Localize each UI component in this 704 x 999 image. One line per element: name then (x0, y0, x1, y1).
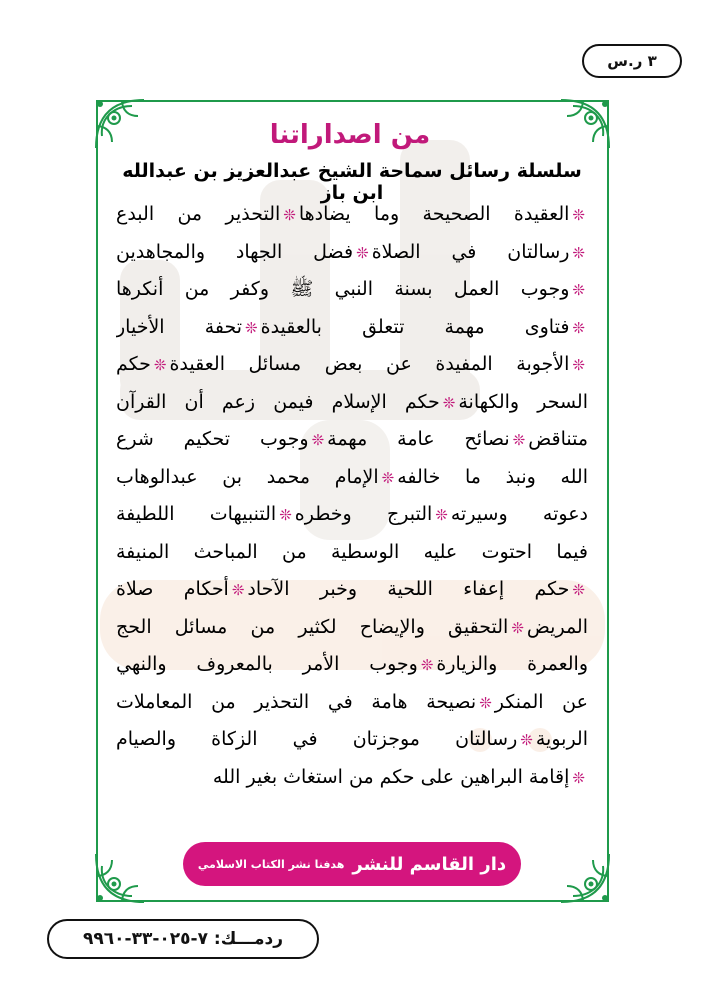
list-line (116, 234, 588, 272)
publication-title: تحفة الأخيار (116, 315, 243, 338)
publication-title: نصيحة هامة في التحذير من المعاملات (116, 690, 477, 713)
publication-title: التحذير من البدع (116, 203, 281, 225)
publication-title: الإمام محمد بن عبدالوهاب (116, 465, 379, 488)
publication-title: التحقيق والإيضاح لكثير من مسائل الحج (116, 615, 509, 638)
list-line (116, 646, 588, 684)
separator-star-icon: ❊ (572, 206, 585, 224)
publication-title: فيما احتوت عليه الوسطية من المباحث المنيفة (116, 540, 588, 563)
separator-star-icon: ❊ (231, 581, 245, 599)
publication-title: دعوته وسيرته (450, 503, 588, 525)
separator-star-icon: ❊ (520, 731, 533, 749)
list-line (116, 346, 588, 384)
publication-title: التبرج وخطره (294, 503, 433, 525)
publication-title: العقيدة الصحيحة وما يضادها (298, 203, 570, 225)
publication-title: السحر والكهانة (458, 390, 588, 413)
publication-title: والعمرة والزيارة (436, 653, 588, 675)
separator-star-icon: ❊ (479, 693, 492, 712)
publication-title: حكم (116, 353, 151, 375)
separator-star-icon: ❊ (572, 318, 585, 337)
corner-ornament-icon (92, 850, 148, 906)
separator-star-icon: ❊ (435, 506, 448, 524)
publication-title: وجوب الأمر بالمعروف والنهي (116, 653, 418, 675)
publication-title: فتاوى مهمة تتعلق بالعقيدة (260, 315, 570, 338)
separator-star-icon: ❊ (311, 431, 325, 449)
publication-title: أحكام صلاة (116, 578, 229, 600)
list-line (116, 271, 588, 309)
list-line (116, 684, 588, 722)
heading: من اصداراتنا (269, 120, 431, 150)
isbn-box (47, 919, 319, 959)
separator-star-icon: ❊ (572, 243, 585, 262)
publication-title: حكم الإسلام فيمن زعم أن القرآن (116, 390, 440, 413)
list-line (116, 759, 588, 797)
separator-star-icon: ❊ (572, 281, 585, 299)
separator-star-icon: ❊ (420, 656, 434, 674)
list-line (116, 496, 588, 534)
corner-ornament-icon (557, 96, 613, 152)
separator-star-icon: ❊ (511, 618, 524, 637)
separator-star-icon: ❊ (572, 356, 585, 374)
separator-star-icon: ❊ (245, 318, 258, 337)
separator-star-icon: ❊ (512, 431, 526, 449)
publication-title: إقامة البراهين على حكم من استغاث بغير الله (212, 765, 570, 788)
separator-star-icon: ❊ (572, 768, 585, 787)
separator-star-icon: ❊ (442, 393, 456, 412)
publication-title: فضل الجهاد والمجاهدين (116, 240, 354, 263)
publication-title: رسالتان في الصلاة (371, 240, 570, 263)
corner-ornament-icon (92, 96, 148, 152)
publication-title: الربوية (535, 728, 588, 750)
publication-title: وجوب العمل بسنة النبي ﷺ وكفر من أنكرها (116, 278, 570, 300)
isbn-number: ردمـــك: ٧-٠٢٥-٣٣-٩٩٦٠ (83, 929, 284, 949)
separator-star-icon: ❊ (356, 243, 369, 262)
series-title: سلسلة رسائل سماحة الشيخ عبدالعزيز بن عبدالله ابن باز (122, 160, 582, 204)
separator-star-icon: ❊ (572, 581, 585, 599)
list-line (116, 534, 588, 572)
publication-title: نصائح عامة مهمة (327, 428, 510, 450)
publisher-slogan: هدفنا نشر الكتاب الاسلامي (197, 857, 345, 871)
publication-title: الأجوبة المفيدة عن بعض مسائل العقيدة (169, 353, 570, 375)
list-line (116, 196, 588, 234)
list-line (116, 384, 588, 422)
publication-title: رسالتان موجزتان في الزكاة والصيام (116, 728, 518, 750)
list-line (116, 421, 588, 459)
publisher-name: دار القاسم للنشر (352, 853, 507, 875)
publication-title: حكم إعفاء اللحية وخبر الآحاد (247, 578, 570, 600)
publication-title: متناقض (528, 428, 588, 450)
list-line (116, 309, 588, 347)
list-line (116, 459, 588, 497)
publication-title: الله ونبذ ما خالفه (397, 465, 588, 488)
separator-star-icon: ❊ (279, 506, 292, 524)
publisher-banner (183, 842, 521, 886)
list-line (116, 609, 588, 647)
publication-title: التنبيهات اللطيفة (116, 503, 277, 525)
publication-title: وجوب تحكيم شرع (116, 428, 309, 450)
separator-star-icon: ❊ (153, 356, 167, 374)
separator-star-icon: ❊ (381, 468, 395, 487)
list-line (116, 721, 588, 759)
corner-ornament-icon (557, 850, 613, 906)
list-line (116, 571, 588, 609)
separator-star-icon: ❊ (283, 206, 296, 224)
publication-title: المريض (526, 615, 588, 638)
page-code: ٣ ر.س (607, 52, 657, 70)
page-code-badge (582, 44, 682, 78)
publication-title: عن المنكر (494, 690, 588, 713)
publications-list (116, 196, 588, 836)
